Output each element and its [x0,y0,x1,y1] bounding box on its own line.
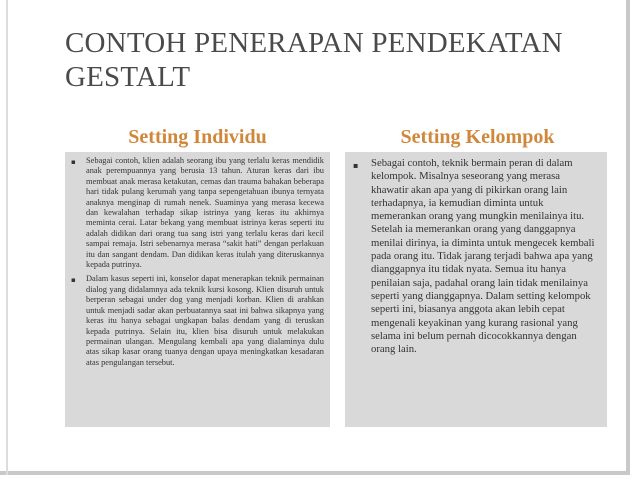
slide-title-line-1: CONTOH PENERAPAN PENDEKATAN [65,27,563,59]
individual-item-1-text: Sebagai contoh, klien adalah seorang ibu yang terlalu keras mendidik anak perempuannya yang berusia 13 tahun. Aturan keras dari ibu membuat anak merasa ketakutan, cemas dan trauma bahakan beberapa hari tidak pulang kerumah yang tanpa sepengetahuan ibunya ternyata anaknya menginap di rumah nenek. Suaminya yang merasa kecewa dan kewalahan terhadap sikap istrinya yang keras itu akhirnya meminta cerai. Latar bekang yang membuat istrinya keras seperti itu adalah didikan dari orang tua sang istri yang terlalu keras dari kecil sampai remaja. Istri sebenarnya merasa “sakit hati” dengan perlakuan itu dan sangant dendam. Dan didikan keras itulah yang diteruskannya kepada putrinya. [86,156,324,270]
slide-left-rule [6,0,8,475]
individual-item-2 [71,274,324,368]
slide-title [65,26,605,94]
group-heading: Setting Kelompok [400,126,555,148]
square-bullet-icon: ▪ [353,161,359,170]
individual-heading: Setting Individu [128,126,267,148]
individual-item-1 [71,156,324,270]
square-bullet-icon: ▪ [71,276,76,285]
group-item-1-text: Sebagai contoh, teknik bermain peran di dalam kelompok. Misalnya seseorang yang merasa khawatir akan apa yang di pikirkan orang lain terhadapnya, ia kemudian diminta untuk memerankan orang yang mungkin menilainya itu. Setelah ia memerankan orang yang danggapnya menilai dirinya, ia diminta untuk mengecek kembali pada orang itu. Tidak jarang terjadi bahwa apa yang dianggapnya itu tidak nyata. Semua itu hanya penilaian saja, padahal orang lain tidak menilainya seperti yang dianggapnya. Dalam setting kelompok seperti ini, biasanya anggota akan lebih cepat mengenali keyakinan yang kurang rasional yang selama ini belum pernah dicocokkannya dengan orang lain. [371,157,595,356]
group-item-1 [353,157,597,356]
group-content-box [345,152,607,427]
slide-title-line-2: GESTALT [65,61,191,93]
individual-content-box [65,152,330,427]
individual-item-2-text: Dalam kasus seperti ini, konselor dapat menerapkan teknik permainan dialog yang didalamnya ada teknik kursi kosong. Klien disuruh untuk berperan sebagai under dog yang menjadi korban. Klien di arahkan untuk menjadi sadar akan perbuatannya saat ini bahwa sikapnya yang keras itu hanya sebagai ungkapan balas dendam yang di teruskan kepada putrinya. Selain itu, klien bisa disuruh untuk melakukan permainan ulangan. Mengulang kembali apa yang dialaminya dulu atas sikap kasar orang tuanya dengan upaya meningkatkan kesadaran atas pengulangan tersebut. [86,274,324,367]
square-bullet-icon: ▪ [71,158,76,166]
